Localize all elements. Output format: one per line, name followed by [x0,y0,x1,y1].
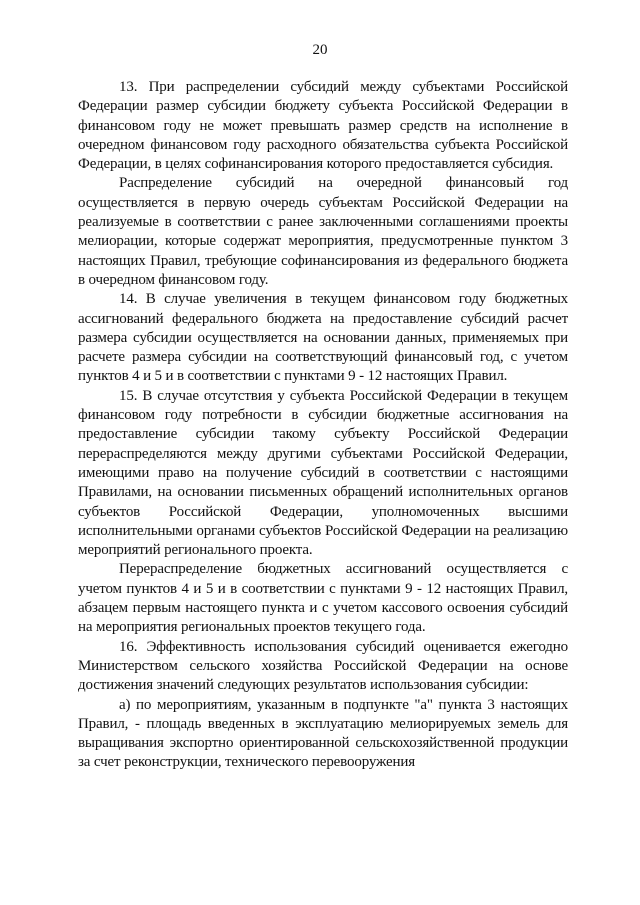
paragraph-15: 15. В случае отсутствия у субъекта Российской Федерации в текущем финансовом году потребности в субсидии бюджетные ассигнования на предоставление субсидии такому субъекту Российской Федерации перераспределяются между другими субъектами Российской Федерации, имеющими право на получение субсидий в соответствии с настоящими Правилами, на основании письменных обращений исполнительных органов субъектов Российской Федерации, уполномоченных высшими исполнительными органами субъектов Российской Федерации на реализацию мероприятий регионального проекта. [78,387,568,559]
paragraph-13-distribution: Распределение субсидий на очередной финансовый год осуществляется в первую очередь субъектам Российской Федерации на реализуемые в соответствии с ранее заключенными соглашениями проекты мелиорации, которые содержат мероприятия, предусмотренные пунктом 3 настоящих Правил, требующие софинансирования из федерального бюджета в очередном финансовом году. [78,175,568,288]
page-number: 20 [312,42,328,58]
document-body [78,78,568,773]
paragraph-13: 13. При распределении субсидий между субъектами Российской Федерации размер субсидии бюджету субъекта Российской Федерации в финансовом году не может превышать размер средств на исполнение в очередном финансовом году расходного обязательства субъекта Российской Федерации, в целях софинансирования которого предоставляется субсидия. [78,79,568,173]
paragraph-16-item-a: а) по мероприятиям, указанным в подпункте "а" пункта 3 настоящих Правил, - площадь введенных в эксплуатацию мелиорируемых земель для выращивания экспортно ориентированной сельскохозяйственной продукции за счет реконструкции, технического перевооружения [78,696,568,771]
paragraph-16: 16. Эффективность использования субсидий оценивается ежегодно Министерством сельского хозяйства Российской Федерации на основе достижения значений следующих результатов использования субсидии: [78,638,568,694]
paragraph-15-redistribution: Перераспределение бюджетных ассигнований осуществляется с учетом пунктов 4 и 5 и в соответствии с пунктами 9 - 12 настоящих Правил, абзацем первым настоящего пункта и с учетом кассового освоения субсидий на мероприятия региональных проектов текущего года. [78,561,568,636]
paragraph-14: 14. В случае увеличения в текущем финансовом году бюджетных ассигнований федерального бюджета на предоставление субсидий расчет размера субсидии осуществляется на основании данных, применяемых при расчете размера субсидии на соответствующий финансовый год, с учетом пунктов 4 и 5 и в соответствии с пунктами 9 - 12 настоящих Правил. [78,291,568,385]
